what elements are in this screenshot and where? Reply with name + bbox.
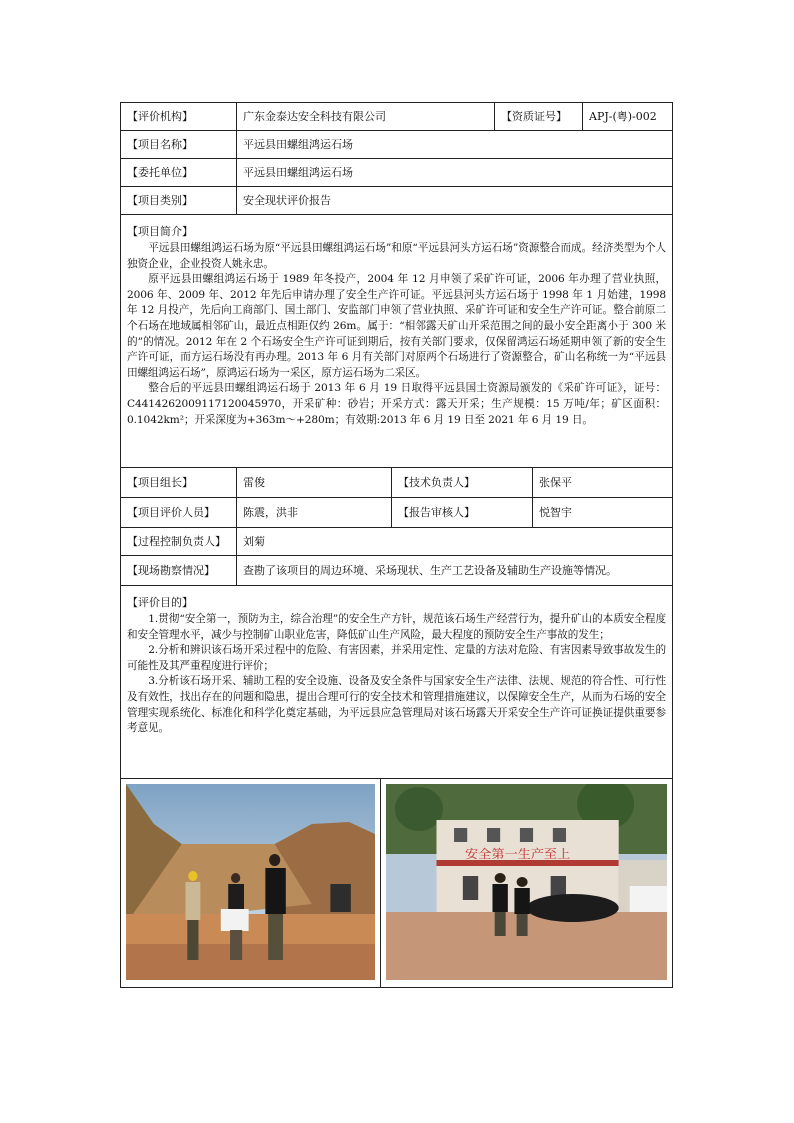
survey-row — [121, 556, 673, 586]
intro-paragraph: 平远县田螺组鸿运石场为原“平远县田螺组鸿运石场”和原“平远县河头方运石场”资源整合而成。经济类型为个人独资企业，企业投资人姚永忠。 — [127, 242, 666, 270]
org-label: 【评价机构】 — [121, 103, 237, 131]
leader-value: 雷俊 — [237, 468, 392, 498]
office-photo-cell — [381, 779, 673, 988]
office-building-photo — [386, 784, 667, 980]
purpose-row — [121, 586, 673, 779]
reviewer-label: 【报告审核人】 — [392, 498, 533, 528]
process-control-label: 【过程控制负责人】 — [121, 528, 237, 556]
project-label: 【项目名称】 — [121, 131, 237, 159]
org-value: 广东金泰达安全科技有限公司 — [237, 103, 495, 131]
quarry-site-photo — [126, 784, 375, 980]
client-row — [121, 159, 673, 187]
evaluators-value: 陈震，洪非 — [237, 498, 392, 528]
project-value: 平远县田螺组鸿运石场 — [237, 131, 673, 159]
client-label: 【委托单位】 — [121, 159, 237, 187]
cert-label: 【资质证号】 — [495, 103, 583, 131]
intro-paragraph: 原平远县田螺组鸿运石场于 1989 年冬投产，2004 年 12 月申领了采矿许可证，2006 年办理了营业执照，2006 年、2009 年、2012 年先后申请办理了安全生产许可证。平远县河头方运石场于 1998 年 1 月始建，1998 年 12 月投产，先后向工商部门、国土部门、安监部门申领了营业执照、采矿许可证和安全生产许可证。整合前原二个石场在地域属相邻矿山，最近点相距仅约 26m。属于：“相邻露天矿山开采范围之间的最小安全距离小于 300 米的”的情况。2012 年在 2 个石场安全生产许可证到期后，按有关部门要求，仅保留鸿运石场延期申领了新的安全生产许可证，而方运石场没有再办理。2013 年 6 月有关部门对原两个石场进行了资源整合，矿山名称统一为“平远县田螺组鸿运石场”，原鸿运石场为一采区，原方运石场为二采区。 — [127, 273, 666, 379]
intro-paragraph: 整合后的平远县田螺组鸿运石场于 2013 年 6 月 19 日取得平远县国土资源局颁发的《采矿许可证》，证号：C4414262009117120045970，开采矿种：砂岩；开采方式：露天开采；生产规模：15 万吨/年；矿区面积：0.1042km²；开采深度为+363m～+280m；有效期:2013 年 6 月 19 日至 2021 年 6 月 19 日。 — [127, 382, 666, 426]
purpose-item: 1.贯彻“安全第一，预防为主，综合治理”的安全生产方针，规范该石场生产经营行为，提升矿山的本质安全程度和安全管理水平，减少与控制矿山职业危害，降低矿山生产风险，最大程度的预防安全生产事故的发生； — [127, 613, 666, 641]
client-value: 平远县田螺组鸿运石场 — [237, 159, 673, 187]
evaluators-label: 【项目评价人员】 — [121, 498, 237, 528]
intro-title: 【项目简介】 — [127, 225, 193, 238]
purpose-title: 【评价目的】 — [127, 596, 193, 609]
purpose-item: 2.分析和辨识该石场开采过程中的危险、有害因素，并采用定性、定量的方法对危险、有害因素导致事故发生的可能性及其严重程度进行评价； — [127, 644, 666, 672]
quarry-photo-cell — [121, 779, 381, 988]
evaluation-info-sheet — [120, 102, 672, 988]
tech-lead-value: 张保平 — [533, 468, 673, 498]
process-control-value: 刘菊 — [237, 528, 673, 556]
leader-label: 【项目组长】 — [121, 468, 237, 498]
site-survey-label: 【现场勘察情况】 — [121, 556, 237, 586]
process-row — [121, 528, 673, 556]
type-value: 安全现状评价报告 — [237, 187, 673, 215]
project-intro-section — [121, 215, 673, 468]
type-row — [121, 187, 673, 215]
evaluation-purpose-section — [121, 586, 673, 779]
info-table — [120, 102, 673, 988]
safety-banner: 安全第一生产至上 — [465, 846, 571, 861]
org-row — [121, 103, 673, 131]
reviewer-value: 悦智宇 — [533, 498, 673, 528]
leader-row — [121, 468, 673, 498]
project-row — [121, 131, 673, 159]
site-survey-value: 查勘了该项目的周边环境、采场现状、生产工艺设备及辅助生产设施等情况。 — [237, 556, 673, 586]
cert-value: APJ-(粤)-002 — [583, 103, 673, 131]
purpose-item: 3.分析该石场开采、辅助工程的安全设施、设备及安全条件与国家安全生产法律、法规、规范的符合性、可行性及有效性，找出存在的问题和隐患，提出合理可行的安全技术和管理措施建议，以保障安全生产，从而为石场的安全管理实现系统化、标准化和科学化奠定基础，为平远县应急管理局对该石场露天开采安全生产许可证换证提供重要参考意见。 — [127, 675, 666, 735]
intro-row — [121, 215, 673, 468]
type-label: 【项目类别】 — [121, 187, 237, 215]
evaluators-row — [121, 498, 673, 528]
tech-lead-label: 【技术负责人】 — [392, 468, 533, 498]
photo-row — [121, 779, 673, 988]
